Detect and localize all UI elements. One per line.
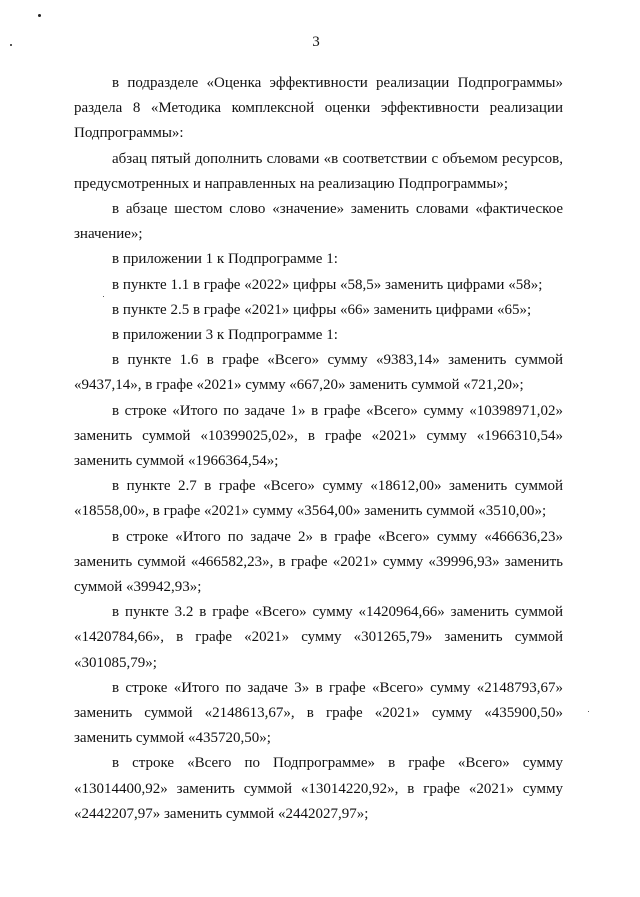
paragraph: в абзаце шестом слово «значение» заменить словами «фактическое значение»; [74, 201, 563, 243]
paragraph: в строке «Итого по задаче 2» в графе «Всего» сумму «466636,23» заменить суммой «466582,23», в графе «2021» сумму «39996,93» заменить суммой «39942,93»; [74, 528, 563, 596]
paragraph: в строке «Итого по задаче 1» в графе «Всего» сумму «10398971,02» заменить суммой «10399025,02», в графе «2021» сумму «1966310,54» заменить суммой «1966364,54»; [74, 402, 563, 470]
paragraph: в пункте 2.5 в графе «2021» цифры «66» заменить цифрами «65»; [112, 301, 532, 318]
paragraph: абзац пятый дополнить словами «в соответствии с объемом ресурсов, предусмотренных и направленных на реализацию Подпрограммы»; [74, 150, 563, 192]
paragraph: в пункте 1.6 в графе «Всего» сумму «9383,14» заменить суммой «9437,14», в графе «2021» сумму «667,20» заменить суммой «721,20»; [74, 352, 563, 394]
paragraph: в пункте 3.2 в графе «Всего» сумму «1420964,66» заменить суммой «1420784,66», в графе «2021» сумму «301265,79» заменить суммой «301085,79»; [74, 604, 563, 671]
paragraph: в приложении 1 к Подпрограмме 1: [112, 251, 338, 268]
paragraph: в строке «Итого по задаче 3» в графе «Всего» сумму «2148793,67» заменить суммой «2148613,67», в графе «2021» сумму «435900,50» заменить суммой «435720,50»; [74, 679, 563, 747]
paragraph: в пункте 1.1 в графе «2022» цифры «58,5» заменить цифрами «58»; [112, 276, 543, 293]
paragraph: в строке «Всего по Подпрограмме» в графе «Всего» сумму «13014400,92» заменить суммой «13014220,92», в графе «2021» сумму «2442207,97» заменить суммой «2442027,97»; [74, 755, 563, 822]
document-body [74, 71, 563, 827]
paragraph: в пункте 2.7 в графе «Всего» сумму «18612,00» заменить суммой «18558,00», в графе «2021» сумму «3564,00» заменить суммой «3510,00»; [74, 478, 563, 520]
paragraph: в приложении 3 к Подпрограмме 1: [112, 327, 338, 344]
paragraph: в подразделе «Оценка эффективности реализации Подпрограммы» раздела 8 «Методика комплексной оценки эффективности реализации Подпрограммы»: [74, 75, 563, 142]
scan-speck [588, 711, 589, 712]
scan-speck [38, 14, 41, 17]
page-number: 3 [312, 34, 320, 50]
